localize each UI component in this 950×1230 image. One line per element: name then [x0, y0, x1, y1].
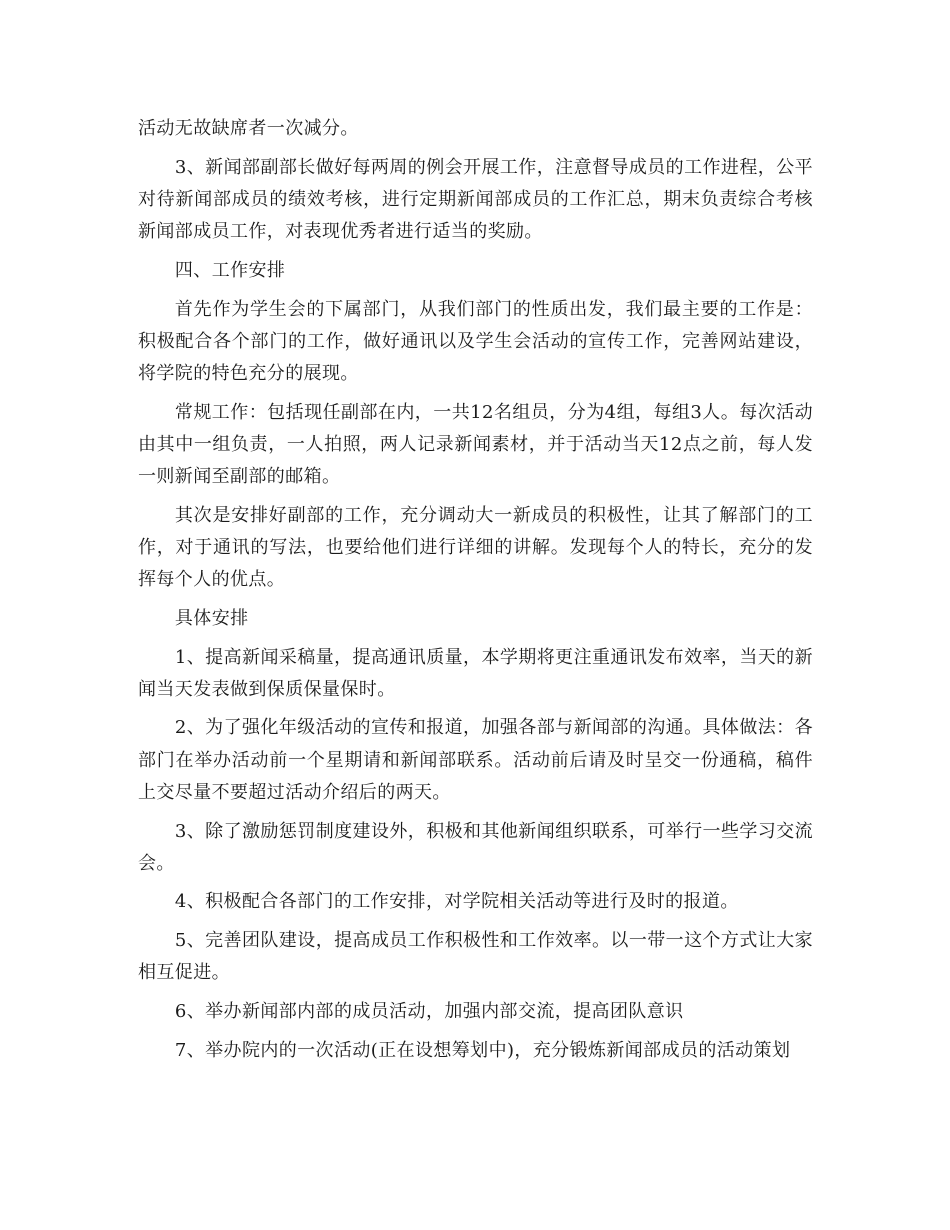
list-item-7: 7、举办院内的一次活动(正在设想筹划中)，充分锻炼新闻部成员的活动策划 — [174, 1039, 791, 1061]
paragraph-routine-work: 常规工作：包括现任副部在内，一共12名组员，分为4组，每组3人。每次活动由其中一组负责，一人拍照，两人记录新闻素材，并于活动当天12点之前，每人发一则新闻至副部的邮箱。 — [138, 401, 813, 488]
section-heading-work-arrangement: 四、工作安排 — [174, 259, 286, 281]
paragraph-absence-penalty: 活动无故缺席者一次减分。 — [138, 118, 359, 139]
paragraph-vice-minister-duties: 3、新闻部副部长做好每两周的例会开展工作，注意督导成员的工作进程，公平对待新闻部成员的绩效考核，进行定期新闻部成员的工作汇总，期末负责综合考核新闻部成员工作，对表现优秀者进行适当的奖励。 — [138, 156, 813, 243]
list-item-5: 5、完善团队建设，提高成员工作积极性和工作效率。以一带一这个方式让大家相互促进。 — [138, 930, 813, 984]
paragraph-vice-minister-arrangement: 其次是安排好副部的工作，充分调动大一新成员的积极性，让其了解部门的工作，对于通讯的写法，也要给他们进行详细的讲解。发现每个人的特长，充分的发挥每个人的优点。 — [138, 504, 813, 591]
list-item-6: 6、举办新闻部内部的成员活动，加强内部交流，提高团队意识 — [174, 1001, 684, 1023]
list-item-4: 4、积极配合各部门的工作安排，对学院相关活动等进行及时的报道。 — [174, 891, 739, 913]
list-item-1: 1、提高新闻采稿量，提高通讯质量，本学期将更注重通讯发布效率，当天的新闻当天发表做到保质保量保时。 — [138, 646, 813, 700]
subheading-specific-arrangement: 具体安排 — [174, 607, 249, 629]
list-item-3: 3、除了激励惩罚制度建设外，积极和其他新闻组织联系，可举行一些学习交流会。 — [138, 820, 813, 874]
document-body — [138, 113, 813, 1073]
list-item-2: 2、为了强化年级活动的宣传和报道，加强各部与新闻部的沟通。具体做法：各部门在举办活动前一个星期请和新闻部联系。活动前后请及时呈交一份通稿，稿件上交尽量不要超过活动介绍后的两天。 — [138, 717, 813, 803]
paragraph-main-work: 首先作为学生会的下属部门，从我们部门的性质出发，我们最主要的工作是：积极配合各个部门的工作，做好通讯以及学生会活动的宣传工作，完善网站建设，将学院的特色充分的展现。 — [138, 298, 813, 384]
